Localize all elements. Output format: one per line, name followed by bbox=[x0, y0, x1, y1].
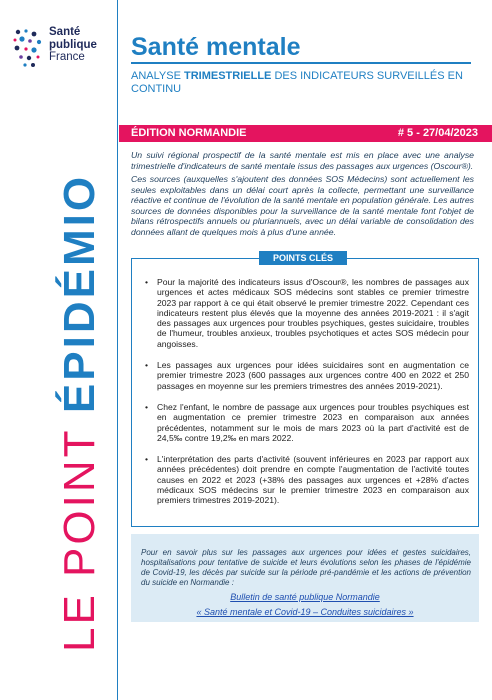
subtitle-bold: TRIMESTRIELLE bbox=[184, 70, 272, 82]
key-points-list bbox=[143, 277, 469, 517]
logo-line-2: publique bbox=[49, 38, 97, 51]
bullet-icon: • bbox=[145, 454, 149, 465]
key-point-text: Chez l'enfant, le nombre de passage aux urgences pour troubles psychiques est en augmentation ce premier trimestre 2023 en comparaison aux années précédentes, notamment sur le mois de mars 2023 où la part d'activité est de 24,5‰ contre 19,2‰ en mars 2022. bbox=[157, 401, 469, 443]
intro-paragraph-2: Ces sources (auxquelles s'ajoutent des données SOS Médecins) sont actuellement les seules exploitables dans un délai court après la collecte, permettant une surveillance réactive et continue de l'évolution de la santé mentale en population générale. Les autres sources de données disponibles pour la surveillance de la santé mentale font l'objet de bilans rétrospectifs annuels ou pluriannuels, avec un délai variable de consolidation des données allant de quelques mois à plus d'une année. bbox=[131, 174, 474, 237]
logo-dots-icon bbox=[12, 28, 44, 68]
edition-banner bbox=[119, 125, 492, 142]
bullet-icon: • bbox=[145, 277, 149, 287]
title-divider bbox=[131, 62, 471, 64]
subtitle-post: DES INDICATEURS SURVEILLÉS EN CONTINU bbox=[131, 70, 463, 95]
key-point-text: Pour la majorité des indicateurs issus d'Oscour®, les nombres de passages aux urgences et actes médicaux SOS médecins sont stables ce premier trimestre 2023 par rapport à ce qui était observé le premier trimestre 2022. Cependant ces indicateurs restent plus élevés que la moyenne des années 2019-2021 : il s'agit des passages aux urgences pour troubles psychiques, gestes suicidaire, troubles de l'humeur, troubles anxieux, troubles psychotiques et actes SOS médecin pour angoisses. bbox=[157, 277, 469, 349]
key-point-text: L'interprétation des parts d'activité (souvent inférieures en 2023 par rapport aux années précédentes) doit prendre en compte l'augmentation de l'activité toutes causes en 2022 et 2023 (+38% des passages aux urgences et +28% d'actes médicaux SOS médecins sur le premier trimestre 2023 en comparaison aux premiers trimestres 2019-2021). bbox=[157, 454, 469, 506]
list-item bbox=[143, 360, 469, 391]
edition-number-date: # 5 - 27/04/2023 bbox=[397, 127, 478, 139]
bullet-icon: • bbox=[145, 360, 149, 371]
key-point-text: Les passages aux urgences pour idées suicidaires sont en augmentation ce premier trimestre 2023 (600 passages aux urgences contre 400 en 2022 et 250 passages en moyenne sur les premiers trimestres des années 2019-2021). bbox=[157, 360, 469, 391]
bulletin-link[interactable]: Bulletin de santé publique Normandie bbox=[230, 592, 380, 602]
page-title: Santé mentale bbox=[131, 33, 301, 61]
more-info-text: Pour en savoir plus sur les passages aux urgences pour idées et gestes suicidaires, hospitalisations pour tentative de suicide et leurs évolutions selon les phases de l'épidémie de Covid-19, les décès par suicide sur la période pré-pandémie et les actions de prévention du suicide en Normandie : bbox=[141, 548, 471, 587]
list-item bbox=[143, 277, 469, 349]
logo-text bbox=[49, 26, 97, 64]
intro-paragraph-1: Un suivi régional prospectif de la santé mentale est mis en place avec une analyse trimestrielle d'indicateurs de santé mentale issus des passages aux urgences (Oscour®). bbox=[131, 150, 474, 171]
intro-text bbox=[131, 150, 474, 240]
list-item bbox=[143, 402, 469, 443]
sidebar bbox=[0, 0, 118, 700]
bullet-icon: • bbox=[145, 401, 149, 412]
edition-region: ÉDITION NORMANDIE bbox=[131, 127, 247, 139]
page-subtitle bbox=[131, 70, 471, 96]
vertical-title-part-1: LE POINT bbox=[55, 413, 104, 652]
list-item bbox=[143, 454, 469, 505]
logo-line-1: Santé bbox=[49, 26, 81, 38]
logo-line-3: France bbox=[49, 51, 85, 63]
sante-publique-france-logo[interactable] bbox=[12, 26, 116, 78]
vertical-publication-title bbox=[55, 173, 104, 652]
covid-suicide-link[interactable]: « Santé mentale et Covid-19 – Conduites suicidaires » bbox=[196, 607, 414, 617]
subtitle-pre: ANALYSE bbox=[131, 70, 184, 82]
key-points-label: POINTS CLÉS bbox=[259, 251, 347, 265]
vertical-title-part-2: ÉPIDÉMIO bbox=[55, 173, 104, 414]
